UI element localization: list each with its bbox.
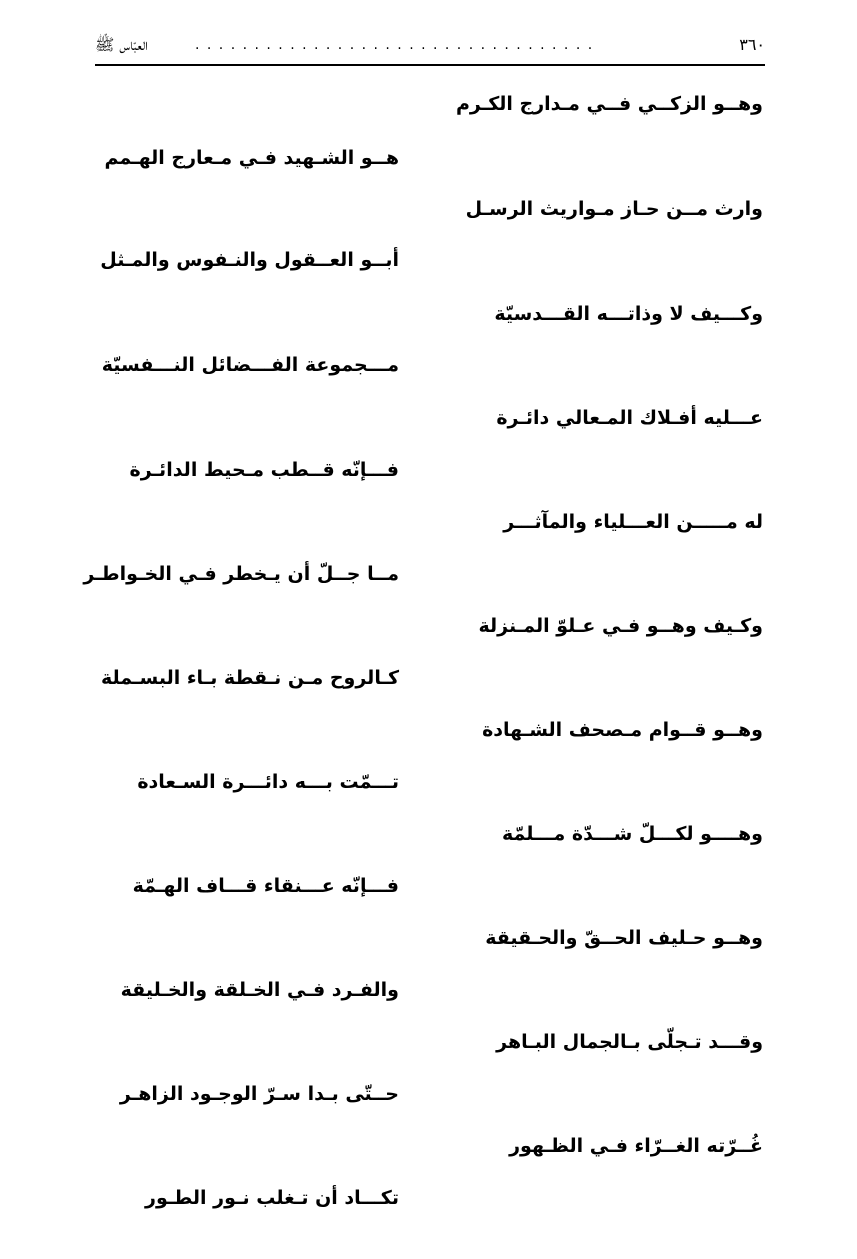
verse-line-17: وهــو حـليف الحــقّ والحـقيقة (485, 927, 763, 949)
verse-line-22: تكـــاد أن تـغلب نـور الطـور (145, 1187, 399, 1209)
verse-line-11: وكـيف وهــو فـي عـلوّ المـنزلة (478, 615, 763, 637)
verse-line-10: مــا جــلّ أن يـخطر فـي الخـواطـر (83, 563, 399, 585)
verse-line-14: تـــمّت بـــه دائـــرة السـعادة (137, 771, 399, 793)
verse-line-9: له مـــــن العـــلياء والمآثـــر (503, 511, 763, 533)
verse-line-19: وقـــد تـجلّى بـالجمال البـاهر (496, 1031, 763, 1053)
verse-line-6: مـــجموعة الفـــضائل النـــفسيّة (101, 354, 399, 376)
verse-line-1: وهــو الزكــي فــي مـدارج الكـرم (455, 93, 763, 115)
verse-line-16: فـــإنّه عـــنقاء قـــاف الهـمّة (132, 875, 399, 897)
verse-line-12: كـالروح مـن نـقطة بـاء البسـملة (100, 667, 399, 689)
header-divider (95, 64, 765, 66)
verse-line-3: وارث مــن حـاز مـواريث الرسـل (465, 198, 763, 220)
verse-line-8: فـــإنّه قــطب مـحيط الدائـرة (129, 459, 399, 481)
verse-line-5: وكـــيف لا وذاتـــه القـــدسيّة (494, 303, 763, 325)
verse-line-21: غُــرّته الغــرّاء فـي الظـهور (509, 1135, 763, 1157)
page-header (95, 30, 765, 60)
verse-line-20: حــتّى بـدا سـرّ الوجـود الزاهـر (119, 1083, 399, 1105)
verse-line-4: أبــو العــقول والنـفوس والمـثل (100, 249, 399, 271)
verse-line-18: والفـرد فـي الخـلقة والخـليقة (120, 979, 399, 1001)
page-number: ٣٦٠ (739, 35, 765, 54)
header-title: العبّاس ﷺ (95, 35, 148, 54)
verse-line-2: هــو الشـهيد فـي مـعارج الهـمم (104, 147, 399, 169)
verse-line-13: وهــو قــوام مـصحف الشـهادة (482, 719, 763, 741)
verse-line-7: عـــليه أفـلاك المـعالي دائـرة (496, 407, 763, 429)
verse-line-15: وهــــو لكـــلّ شـــدّة مـــلمّة (502, 823, 763, 845)
header-dot-leader: . . . . . . . . . . . . . . . . . . . . . . . . . . . . . . . . . . (195, 37, 594, 53)
